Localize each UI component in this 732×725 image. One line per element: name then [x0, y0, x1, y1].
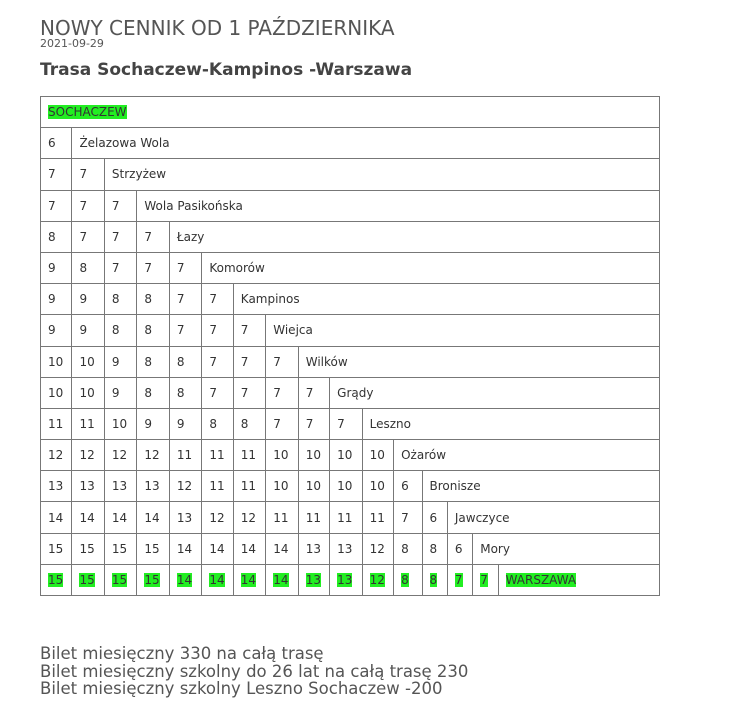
fare-cell: [137, 346, 169, 377]
fare-cell: [137, 284, 169, 315]
fare-value: 7: [176, 292, 185, 307]
fare-value: 11: [48, 416, 64, 431]
fare-cell: [233, 471, 265, 502]
fare-value: 9: [48, 323, 56, 338]
fare-value: 7: [240, 385, 249, 400]
fare-cell: [104, 440, 136, 471]
fare-value: 7: [480, 572, 488, 587]
fare-value: 14: [48, 510, 64, 525]
fare-cell: [233, 502, 265, 533]
fare-cell: [72, 221, 104, 252]
fare-value: 10: [337, 479, 353, 494]
fare-cell: [137, 315, 169, 346]
fare-cell: [298, 564, 329, 595]
fare-value: 8: [144, 323, 153, 338]
fare-cell: [422, 502, 447, 533]
fare-cell: [137, 471, 169, 502]
fare-cell: [41, 190, 72, 221]
fare-value: 7: [273, 416, 281, 431]
fare-value: 8: [144, 385, 153, 400]
table-row: [41, 284, 660, 315]
fare-cell: [394, 564, 422, 595]
fare-value: 13: [176, 510, 193, 525]
fare-value: 6: [48, 136, 56, 151]
fare-cell: [72, 315, 104, 346]
fare-value: 13: [111, 479, 128, 494]
fare-value: 7: [209, 292, 217, 307]
fare-cell: [169, 471, 201, 502]
fare-value: 13: [79, 479, 95, 494]
fare-value: 14: [176, 541, 193, 556]
fare-cell: [233, 346, 265, 377]
fare-cell: [137, 408, 169, 439]
fare-cell: [330, 471, 362, 502]
fare-cell: [298, 502, 329, 533]
fare-cell: [41, 533, 72, 564]
fare-cell: [41, 315, 72, 346]
fare-cell: [362, 471, 393, 502]
fare-cell: [137, 533, 169, 564]
fare-cell: [41, 252, 72, 283]
fare-value: 14: [79, 510, 95, 525]
fare-cell: [169, 252, 201, 283]
fare-value: 15: [48, 572, 64, 587]
fare-value: 12: [111, 448, 128, 463]
fare-cell: [233, 440, 265, 471]
stop-name: Żelazowa Wola: [79, 136, 170, 151]
stop-name-cell: [473, 533, 660, 564]
fare-cell: [202, 440, 233, 471]
fare-value: 14: [144, 510, 160, 525]
fare-cell: [169, 346, 201, 377]
fare-cell: [233, 377, 265, 408]
stop-name-cell: [104, 159, 659, 190]
fare-value: 8: [401, 541, 409, 556]
fare-value: 11: [273, 510, 289, 525]
fare-value: 12: [369, 572, 385, 587]
fare-value: 7: [79, 167, 88, 182]
table-row: [41, 252, 660, 283]
stop-name: Komorów: [209, 261, 265, 276]
fare-cell: [137, 502, 169, 533]
fare-value: 6: [454, 541, 463, 556]
fare-cell: [72, 346, 104, 377]
fare-value: 8: [176, 354, 185, 369]
fare-cell: [41, 346, 72, 377]
fare-cell: [137, 440, 169, 471]
fare-cell: [330, 408, 362, 439]
fare-value: 10: [48, 354, 64, 369]
fare-cell: [104, 564, 136, 595]
fare-cell: [202, 315, 233, 346]
fare-value: 10: [369, 448, 385, 463]
fare-cell: [104, 221, 136, 252]
fare-value: 9: [79, 292, 88, 307]
fare-cell: [41, 502, 72, 533]
fare-value: 12: [240, 510, 257, 525]
fare-cell: [41, 221, 72, 252]
fare-value: 8: [48, 229, 56, 244]
origin-cell: [41, 97, 660, 128]
fare-cell: [447, 564, 472, 595]
stop-name: Kampinos: [240, 292, 300, 307]
fare-value: 8: [111, 292, 120, 307]
fare-cell: [72, 377, 104, 408]
fare-value: 9: [48, 261, 56, 276]
fare-value: 8: [144, 292, 153, 307]
fare-cell: [104, 190, 136, 221]
fare-cell: [298, 533, 329, 564]
fare-value: 15: [111, 572, 128, 587]
fare-cell: [104, 377, 136, 408]
fare-value: 13: [144, 479, 160, 494]
fare-value: 13: [337, 572, 353, 587]
fare-value: 7: [176, 323, 185, 338]
fare-cell: [330, 440, 362, 471]
fare-value: 7: [305, 385, 314, 400]
fare-cell: [41, 440, 72, 471]
fare-value: 7: [240, 323, 249, 338]
stop-name-cell: [169, 221, 659, 252]
fare-value: 9: [111, 385, 120, 400]
stop-name: Bronisze: [429, 479, 481, 494]
stop-name-cell: [72, 128, 660, 159]
fare-value: 8: [401, 572, 409, 587]
fare-value: 13: [337, 541, 353, 556]
table-row: [41, 408, 660, 439]
fare-cell: [202, 377, 233, 408]
table-row: [41, 221, 660, 252]
fare-value: 7: [79, 229, 88, 244]
fare-value: 13: [305, 572, 321, 587]
table-row: [41, 564, 660, 595]
fare-value: 12: [369, 541, 385, 556]
fare-value: 14: [111, 510, 128, 525]
fare-cell: [169, 315, 201, 346]
fare-cell: [169, 408, 201, 439]
fare-value: 14: [240, 572, 257, 587]
fare-cell: [330, 564, 362, 595]
fare-cell: [104, 502, 136, 533]
fare-value: 11: [209, 448, 225, 463]
fare-value: 14: [273, 572, 289, 587]
fare-cell: [169, 377, 201, 408]
fare-cell: [72, 533, 104, 564]
fare-cell: [72, 190, 104, 221]
table-row: [41, 315, 660, 346]
route-heading: Trasa Sochaczew-Kampinos -Warszawa: [40, 60, 413, 80]
fare-cell: [41, 159, 72, 190]
fare-value: 7: [111, 198, 120, 213]
fare-value: 8: [176, 385, 185, 400]
fare-value: 7: [111, 261, 120, 276]
fare-cell: [233, 408, 265, 439]
stop-name-cell: [330, 377, 660, 408]
table-row: [41, 97, 660, 128]
fare-value: 12: [176, 479, 193, 494]
fare-cell: [41, 564, 72, 595]
fare-table: [40, 96, 660, 596]
fare-cell: [72, 159, 104, 190]
fare-cell: [394, 502, 422, 533]
fare-cell: [104, 315, 136, 346]
table-row: [41, 377, 660, 408]
fare-cell: [202, 471, 233, 502]
fare-value: 11: [176, 448, 193, 463]
fare-value: 9: [176, 416, 185, 431]
fare-value: 7: [305, 416, 314, 431]
table-row: [41, 471, 660, 502]
fare-value: 10: [79, 385, 95, 400]
fare-cell: [72, 502, 104, 533]
fare-value: 7: [454, 572, 463, 587]
fare-cell: [104, 252, 136, 283]
fare-cell: [330, 533, 362, 564]
fare-cell: [330, 502, 362, 533]
table-row: [41, 128, 660, 159]
fare-cell: [298, 408, 329, 439]
fare-value: 12: [209, 510, 225, 525]
fare-value: 10: [111, 416, 128, 431]
fare-value: 15: [48, 541, 64, 556]
fare-cell: [233, 315, 265, 346]
fare-value: 7: [337, 416, 345, 431]
fare-cell: [202, 408, 233, 439]
fare-value: 10: [273, 479, 289, 494]
fare-cell: [137, 252, 169, 283]
fare-value: 7: [209, 323, 217, 338]
note-student-leszno: Bilet miesięczny szkolny Leszno Sochaczew -200: [40, 679, 443, 699]
fare-value: 11: [305, 510, 321, 525]
stop-name-cell: [422, 471, 660, 502]
fare-cell: [137, 221, 169, 252]
stop-name: Wola Pasikońska: [144, 198, 243, 213]
fare-cell: [298, 440, 329, 471]
table-row: [41, 533, 660, 564]
fare-cell: [266, 471, 298, 502]
stop-name-cell: [394, 440, 660, 471]
stop-name: Ożarów: [401, 448, 447, 463]
fare-value: 14: [273, 541, 289, 556]
fare-value: 10: [369, 479, 385, 494]
fare-cell: [202, 533, 233, 564]
fare-value: 6: [429, 510, 438, 525]
publish-date: 2021-09-29: [40, 37, 104, 50]
fare-value: 11: [240, 448, 257, 463]
fare-cell: [233, 533, 265, 564]
table-row: [41, 346, 660, 377]
note-monthly: Bilet miesięczny 330 na całą trasę: [40, 644, 324, 663]
stop-name-cell: [266, 315, 660, 346]
fare-cell: [104, 346, 136, 377]
fare-value: 14: [209, 541, 225, 556]
fare-cell: [202, 502, 233, 533]
fare-value: 7: [273, 354, 281, 369]
fare-cell: [169, 440, 201, 471]
fare-value: 7: [48, 198, 56, 213]
fare-cell: [266, 502, 298, 533]
fare-value: 9: [111, 354, 120, 369]
fare-value: 7: [273, 385, 281, 400]
fare-value: 8: [111, 323, 120, 338]
fare-value: 8: [144, 354, 153, 369]
fare-value: 7: [240, 354, 249, 369]
fare-cell: [202, 346, 233, 377]
fare-cell: [266, 533, 298, 564]
fare-cell: [266, 408, 298, 439]
fare-value: 14: [176, 572, 193, 587]
stop-name-cell: [202, 252, 660, 283]
ticket-notes: [40, 645, 468, 698]
fare-cell: [72, 471, 104, 502]
fare-cell: [137, 564, 169, 595]
fare-value: 10: [305, 479, 321, 494]
fare-cell: [447, 533, 472, 564]
fare-cell: [362, 564, 393, 595]
note-student-26: Bilet miesięczny szkolny do 26 lat na całą trasę 230: [40, 661, 469, 681]
fare-value: 7: [144, 229, 153, 244]
stop-name: Wilków: [305, 354, 348, 369]
fare-value: 6: [401, 479, 409, 494]
fare-cell: [394, 471, 422, 502]
fare-cell: [473, 564, 498, 595]
fare-cell: [266, 377, 298, 408]
fare-value: 7: [111, 229, 120, 244]
fare-cell: [362, 502, 393, 533]
fare-value: 7: [144, 261, 153, 276]
fare-value: 12: [144, 448, 160, 463]
fare-cell: [41, 128, 72, 159]
fare-cell: [362, 440, 393, 471]
fare-value: 15: [144, 572, 160, 587]
fare-value: 8: [79, 261, 88, 276]
fare-cell: [298, 471, 329, 502]
table-row: [41, 190, 660, 221]
fare-cell: [394, 533, 422, 564]
fare-value: 7: [176, 261, 185, 276]
stop-name: WARSZAWA: [505, 572, 577, 587]
fare-value: 11: [209, 479, 225, 494]
fare-cell: [422, 564, 447, 595]
fare-cell: [362, 533, 393, 564]
table-row: [41, 159, 660, 190]
stop-name-cell: [362, 408, 659, 439]
page-title: NOWY CENNIK OD 1 PAŹDZIERNIKA: [40, 16, 395, 40]
stop-name-cell: [298, 346, 659, 377]
fare-value: 13: [48, 479, 64, 494]
fare-value: 8: [429, 572, 438, 587]
stop-name: Wiejca: [273, 323, 313, 338]
fare-cell: [104, 471, 136, 502]
fare-value: 8: [240, 416, 249, 431]
stop-name: Strzyżew: [111, 167, 167, 182]
fare-value: 11: [369, 510, 385, 525]
fare-value: 8: [429, 541, 438, 556]
fare-cell: [169, 284, 201, 315]
fare-value: 15: [79, 572, 95, 587]
stop-name-cell: [233, 284, 659, 315]
fare-value: 14: [240, 541, 257, 556]
fare-cell: [422, 533, 447, 564]
fare-value: 14: [209, 572, 225, 587]
fare-cell: [104, 284, 136, 315]
fare-cell: [169, 533, 201, 564]
fare-cell: [72, 564, 104, 595]
stop-name-cell: [498, 564, 659, 595]
stop-name: Łazy: [176, 229, 205, 244]
fare-value: 15: [144, 541, 160, 556]
fare-value: 10: [305, 448, 321, 463]
fare-value: 7: [209, 354, 217, 369]
fare-cell: [72, 408, 104, 439]
fare-cell: [41, 471, 72, 502]
fare-cell: [72, 284, 104, 315]
fare-value: 7: [48, 167, 56, 182]
fare-value: 13: [305, 541, 321, 556]
fare-cell: [233, 564, 265, 595]
fare-cell: [41, 284, 72, 315]
stop-name-cell: [447, 502, 659, 533]
fare-value: 8: [209, 416, 217, 431]
fare-value: 9: [48, 292, 56, 307]
fare-cell: [104, 533, 136, 564]
fare-cell: [41, 408, 72, 439]
fare-value: 7: [209, 385, 217, 400]
fare-value: 11: [79, 416, 95, 431]
fare-cell: [72, 252, 104, 283]
fare-value: 10: [79, 354, 95, 369]
fare-value: 11: [337, 510, 353, 525]
fare-cell: [137, 377, 169, 408]
fare-cell: [169, 502, 201, 533]
fare-value: 10: [337, 448, 353, 463]
fare-value: 15: [79, 541, 95, 556]
fare-value: 12: [48, 448, 64, 463]
stop-name: Jawczyce: [454, 510, 510, 525]
table-row: [41, 440, 660, 471]
fare-value: 7: [79, 198, 88, 213]
fare-value: 12: [79, 448, 95, 463]
fare-value: 11: [240, 479, 257, 494]
fare-cell: [202, 284, 233, 315]
stop-name: Mory: [480, 541, 510, 556]
fare-value: 9: [79, 323, 88, 338]
fare-cell: [298, 377, 329, 408]
table-row: [41, 502, 660, 533]
fare-cell: [266, 564, 298, 595]
fare-cell: [169, 564, 201, 595]
origin-label: SOCHACZEW: [48, 105, 127, 120]
fare-value: 9: [144, 416, 153, 431]
stop-name-cell: [137, 190, 660, 221]
stop-name: Grądy: [337, 385, 374, 400]
fare-cell: [41, 377, 72, 408]
fare-value: 10: [48, 385, 64, 400]
fare-cell: [202, 564, 233, 595]
fare-value: 10: [273, 448, 289, 463]
fare-cell: [72, 440, 104, 471]
fare-value: 7: [401, 510, 409, 525]
fare-value: 15: [111, 541, 128, 556]
fare-cell: [104, 408, 136, 439]
stop-name: Leszno: [369, 416, 411, 431]
fare-cell: [266, 440, 298, 471]
fare-cell: [266, 346, 298, 377]
